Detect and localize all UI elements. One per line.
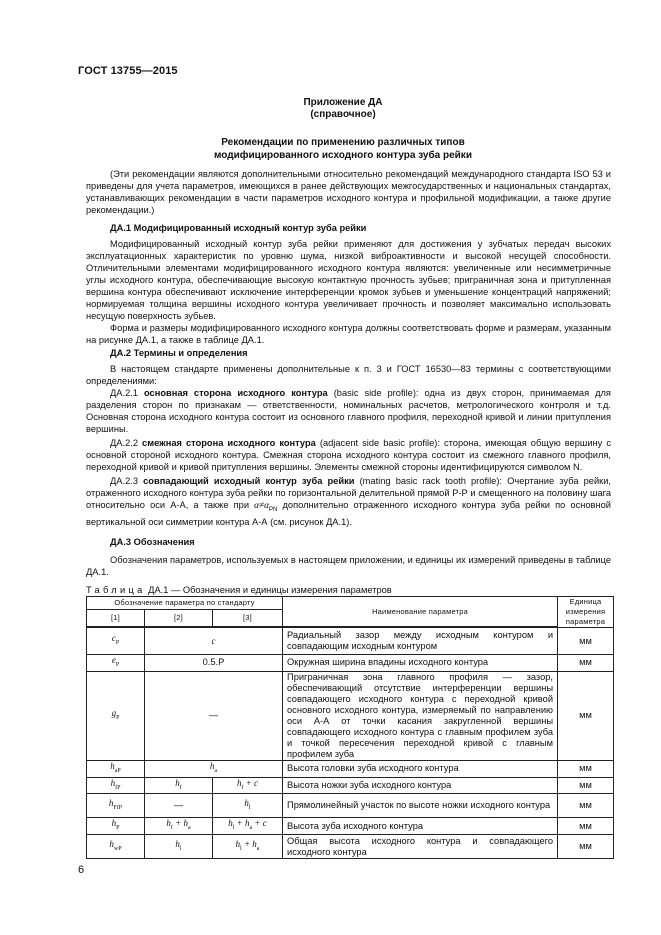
cell-symbol-2: $h_f + h_a$ (145, 818, 213, 835)
cell-parameter-name: Общая высота исходного контура и совпадающего исходного контура (283, 835, 558, 859)
da2-heading: ДА.2 Термины и определения (110, 348, 248, 358)
term-da23-term: совпадающий исходный контур зуба рейки (143, 476, 355, 486)
cell-parameter-name: Высота ножки зуба исходного контура (283, 777, 558, 794)
cell-unit: мм (558, 835, 614, 859)
table-caption-label: Таблица (86, 585, 146, 595)
appendix-title: Приложение ДА (303, 97, 383, 108)
cell-parameter-name: Высота зуба исходного контура (283, 818, 558, 835)
da1-heading: ДА.1 Модифицированный исходный контур зуба рейки (110, 223, 367, 233)
term-da21 (86, 387, 611, 435)
table-row (87, 794, 614, 818)
table-row (87, 777, 614, 794)
cell-parameter-name: Прямолинейный участок по высоте ножки исходного контура (283, 794, 558, 818)
section-da2 (86, 347, 611, 528)
table-header-row (87, 597, 614, 610)
table-row (87, 671, 614, 760)
cell-symbol-1: $g_P$ (87, 671, 145, 760)
cell-parameter-name: Приграничная зона главного профиля — зазор, обеспечивающий отсутствие интерференции вершины совпадающего исходного контура с переходной кривой основного исходного контура, измеряемый по направлению оси А-А от точки касания закругленной вершины совпадающего исходного контура с главным профилем зуба и точкой пересечения переходной кривой с главным профилем зуба (283, 671, 558, 760)
header-col-2: [2] (145, 609, 213, 626)
cell-symbol-3: $h_l + h_a + c$ (213, 818, 283, 835)
term-da21-term: основная сторона исходного контура (144, 388, 328, 398)
header-parameter-name: Наименование параметра (283, 597, 558, 627)
cell-symbol-1: $h_{aP}$ (87, 760, 145, 777)
term-da22-term: смежная сторона исходного контура (142, 438, 316, 448)
cell-unit: мм (558, 794, 614, 818)
section-da3 (86, 536, 611, 578)
cell-symbol-1: $c_P$ (87, 628, 145, 655)
appendix-note: (справочное) (310, 109, 376, 120)
cell-symbol-23: c (145, 628, 283, 655)
term-da23: ДА.2.3 совпадающий исходный контур зуба рейки (mating basic rack tooth profile): Очертание зуба рейки, отраженного исходного контура зуба рейки по горизонтальной делительной прямой Р-Р и смещенного на половину шага относительно оси А-А, а также при $\alpha\ne\alpha_{PN}$ дополнительно отраженного исходного контура зуба рейки по основной вертикальной оси симметрии контура А-А (см. рисунок ДА.1). (86, 476, 611, 527)
section-da1 (86, 222, 611, 346)
table-row (87, 628, 614, 655)
da3-paragraph-1: Обозначения параметров, используемых в настоящем приложении, и единицы их измерений приведены в таблице ДА.1. (86, 555, 611, 577)
cell-unit: мм (558, 818, 614, 835)
term-da23-number: ДА.2.3 (110, 476, 139, 486)
cell-symbol-1: $h_{FfP}$ (87, 794, 145, 818)
appendix-heading-line1: Рекомендации по применению различных типов (221, 137, 465, 148)
page-number: 6 (78, 864, 85, 876)
cell-parameter-name: Радиальный зазор между исходным контуром и совпадающим исходным контуром (283, 628, 558, 655)
table-row (87, 760, 614, 777)
header-standard-group: Обозначение параметра по стандарту (87, 597, 283, 610)
cell-symbol-23: 0.5.P (145, 655, 283, 672)
cell-symbol-2: — (145, 794, 213, 818)
cell-symbol-1: $h_{wP}$ (87, 835, 145, 859)
table-caption-text: ДА.1 — Обозначения и единицы измерения параметров (148, 585, 392, 595)
cell-unit: мм (558, 628, 614, 655)
term-da22-number: ДА.2.2 (110, 438, 139, 448)
cell-unit: мм (558, 655, 614, 672)
cell-symbol-3: $h_f + c$ (213, 777, 283, 794)
da1-paragraph-1: Модифицированный исходный контур зуба рейки применяют для достижения у зубчатых передач высоких эксплуатационных характеристик по уровню шума, низкой виброактивности и высокой несущей способности. Отличительными элементами модифицированного исходного контура являются: увеличенные или несимметричные углы исходного контура, обеспечивающие высокую контактную прочность зубьев; приграничная зона и притупленная вершина контура обеспечивают исключение интерференции кромок зубьев и уменьшение концентраций напряжений; нормируемая толщина вершины исходного контура увеличивает прочность и позволяет максимально использовать несущую поверхность зубьев. (86, 239, 611, 321)
table-row (87, 655, 614, 672)
cell-unit: мм (558, 671, 614, 760)
appendix-heading-line2: модифицированного исходного контура зуба рейки (214, 150, 472, 161)
cell-symbol-2: $h_f$ (145, 777, 213, 794)
document-header: ГОСТ 13755—2015 (78, 65, 178, 77)
cell-parameter-name: Окружная ширина впадины исходного контура (283, 655, 558, 672)
cell-unit: мм (558, 760, 614, 777)
cell-symbol-2: $h_l$ (145, 835, 213, 859)
term-da21-definition: (basic side profile): одна из двух сторон, принимаемая для разделения сторон по признакам — ответственности, номинальных расчетов, метрологического контроля и т.д. Основная сторона исходного контура состоит из основного главного профиля, переходной кривой и линии притупления вершины. (86, 388, 611, 434)
cell-unit: мм (558, 777, 614, 794)
header-col-1: [1] (87, 609, 145, 626)
term-da23-condition: α≠α (254, 501, 270, 511)
term-da22 (86, 437, 611, 473)
cell-symbol-1: $h_{fP}$ (87, 777, 145, 794)
table-row (87, 818, 614, 835)
da1-paragraph-2: Форма и размеры модифицированного исходного контура должны соответствовать форме и размерам, указанным на рисунке ДА.1, а также в таблице ДА.1. (86, 323, 611, 345)
table-row (87, 835, 614, 859)
term-da23-definition-a: (mating basic rack tooth profile): Очертание зуба рейки, отраженного исходного контура зуба рейки по горизонтальной делительной прямой Р-Р и смещенного на половину шага относительно оси А-А, а также при (86, 476, 611, 510)
cell-symbol-23: $h_a$ (145, 760, 283, 777)
intro-paragraph: (Эти рекомендации являются дополнительными относительно рекомендаций международного стандарта ISO 53 и приведены для учета параметров, имеющихся в ранее действующих межгосударственных и национальных стандартах, устанавливающих рекомендации в части параметров исходного контура и профильной модификации, а также другие рекомендации.) (86, 169, 611, 215)
cell-symbol-1: $h_P$ (87, 818, 145, 835)
cell-symbol-3: $h_l + h_a$ (213, 835, 283, 859)
cell-symbol-3: $h_l$ (213, 794, 283, 818)
table-caption (86, 584, 392, 596)
header-unit: Единица измерения параметра (558, 597, 614, 628)
term-da21-number: ДА.2.1 (110, 388, 139, 398)
header-col-3: [3] (213, 609, 283, 626)
intro-block (86, 168, 611, 216)
cell-symbol-23: — (145, 671, 283, 760)
parameters-table (86, 596, 614, 859)
term-da23-definition-b: дополнительно отраженного исходного контура зуба рейки по основной вертикальной оси симметрии контура А-А (см. рисунок ДА.1). (86, 500, 611, 527)
cell-symbol-1: $e_P$ (87, 655, 145, 672)
da2-paragraph-1: В настоящем стандарте применены дополнительные к п. 3 и ГОСТ 16530—83 термины с соответствующими определениями: (86, 364, 611, 386)
cell-parameter-name: Высота головки зуба исходного контура (283, 760, 558, 777)
term-da22-definition: (adjacent side basic profile): сторона, имеющая общую вершину с основной стороной исходного контура. Смежная сторона исходного контура состоит из смежного главного профиля, переходной кривой и кривой притупления вершины. Элементы смежной стороны идентифицируются символом N. (86, 438, 611, 472)
da3-heading: ДА.3 Обозначения (110, 537, 195, 547)
